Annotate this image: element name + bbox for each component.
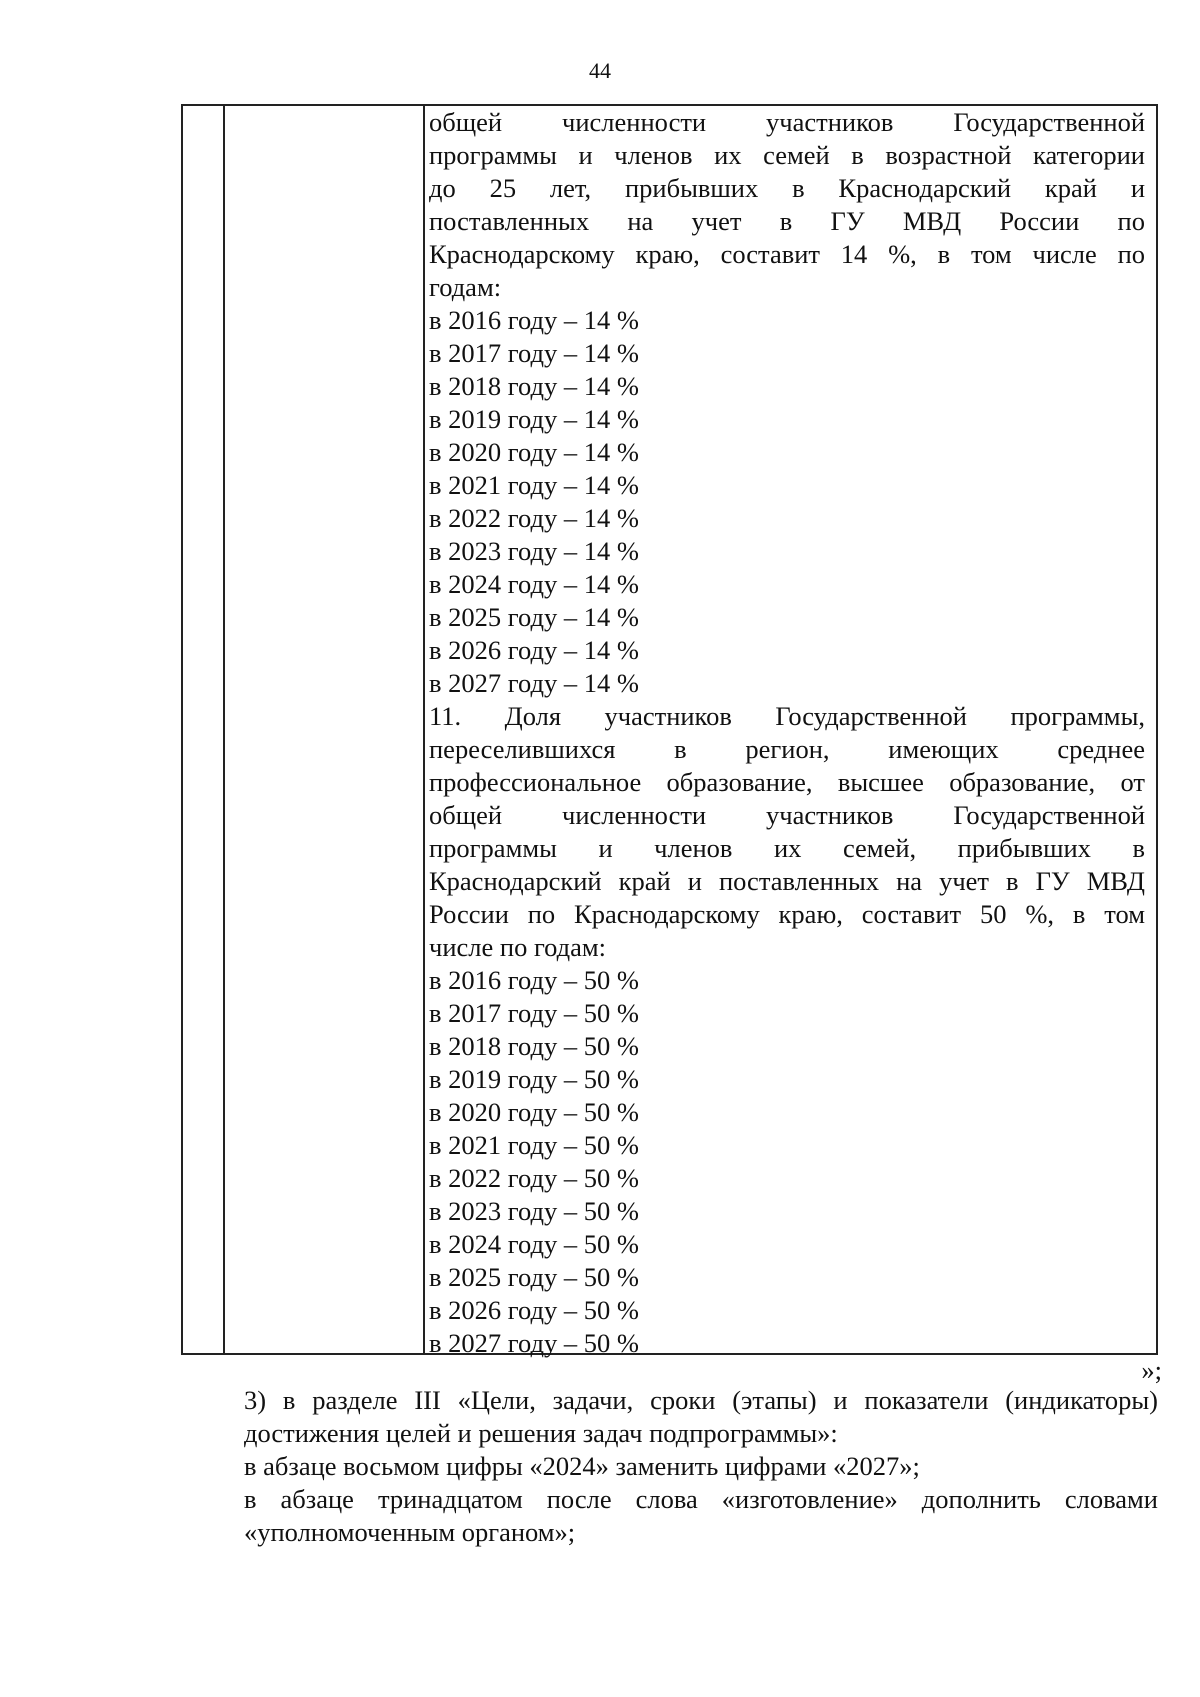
year-value-50: в 2025 году – 50 % [429,1262,639,1292]
year-value-14: в 2018 году – 14 % [429,371,639,401]
year-value-14: в 2016 году – 14 % [429,305,639,335]
item-11-line: переселившихся в регион, имеющих среднее [429,734,1145,764]
amendment-text [176,1384,1158,1549]
paragraph-line: поставленных на учет в ГУ МВД России по [429,206,1145,236]
year-value-50: в 2027 году – 50 % [429,1328,639,1358]
year-value-14: в 2025 году – 14 % [429,602,639,632]
paragraph-line: Краснодарскому краю, составит 14 %, в том числе по [429,239,1145,269]
year-value-14: в 2017 году – 14 % [429,338,639,368]
page-number: 44 [589,58,611,83]
amendment-paragraph: в абзаце восьмом цифры «2024» заменить цифрами «2027»; [244,1451,920,1481]
paragraph-line: до 25 лет, прибывших в Краснодарский край и [429,173,1145,203]
year-value-14: в 2022 году – 14 % [429,503,639,533]
indicator-cell-text [429,106,1145,1360]
table-column-divider-1 [223,106,225,1353]
year-value-50: в 2022 году – 50 % [429,1163,639,1193]
indicators-table [181,104,1158,1358]
year-value-14: в 2019 году – 14 % [429,404,639,434]
year-value-14: в 2024 году – 14 % [429,569,639,599]
amendment-paragraph: 3) в разделе III «Цели, задачи, сроки (этапы) и показатели (индикаторы) достижения целей и решения задач подпрограммы»: [244,1385,1158,1448]
item-11-line: программы и членов их семей, прибывших в [429,833,1145,863]
item-11-line: Краснодарский край и поставленных на учет в ГУ МВД [429,866,1145,896]
year-value-50: в 2018 году – 50 % [429,1031,639,1061]
year-value-50: в 2020 году – 50 % [429,1097,639,1127]
paragraph-line: годам: [429,272,502,302]
year-value-50: в 2023 году – 50 % [429,1196,639,1226]
paragraph-line: программы и членов их семей в возрастной категории [429,140,1145,170]
closing-quote: »; [1141,1355,1162,1385]
year-value-50: в 2024 году – 50 % [429,1229,639,1259]
item-11-line: профессиональное образование, высшее образование, от [429,767,1145,797]
year-value-14: в 2023 году – 14 % [429,536,639,566]
year-value-50: в 2016 году – 50 % [429,965,639,995]
item-11-line: общей численности участников Государственной [429,800,1145,830]
paragraph-line: общей численности участников Государственной [429,107,1145,137]
year-value-14: в 2020 году – 14 % [429,437,639,467]
item-11-line: 11. Доля участников Государственной программы, [429,701,1145,731]
year-value-14: в 2026 году – 14 % [429,635,639,665]
year-value-50: в 2021 году – 50 % [429,1130,639,1160]
amendment-paragraph: в абзаце тринадцатом после слова «изготовление» дополнить словами «уполномоченным органом»; [244,1484,1158,1547]
year-value-50: в 2017 году – 50 % [429,998,639,1028]
year-value-14: в 2027 году – 14 % [429,668,639,698]
year-value-50: в 2019 году – 50 % [429,1064,639,1094]
item-11-line: числе по годам: [429,932,607,962]
table-column-divider-2 [423,106,425,1353]
item-11-line: России по Краснодарскому краю, составит 50 %, в том [429,899,1145,929]
year-value-50: в 2026 году – 50 % [429,1295,639,1325]
year-value-14: в 2021 году – 14 % [429,470,639,500]
